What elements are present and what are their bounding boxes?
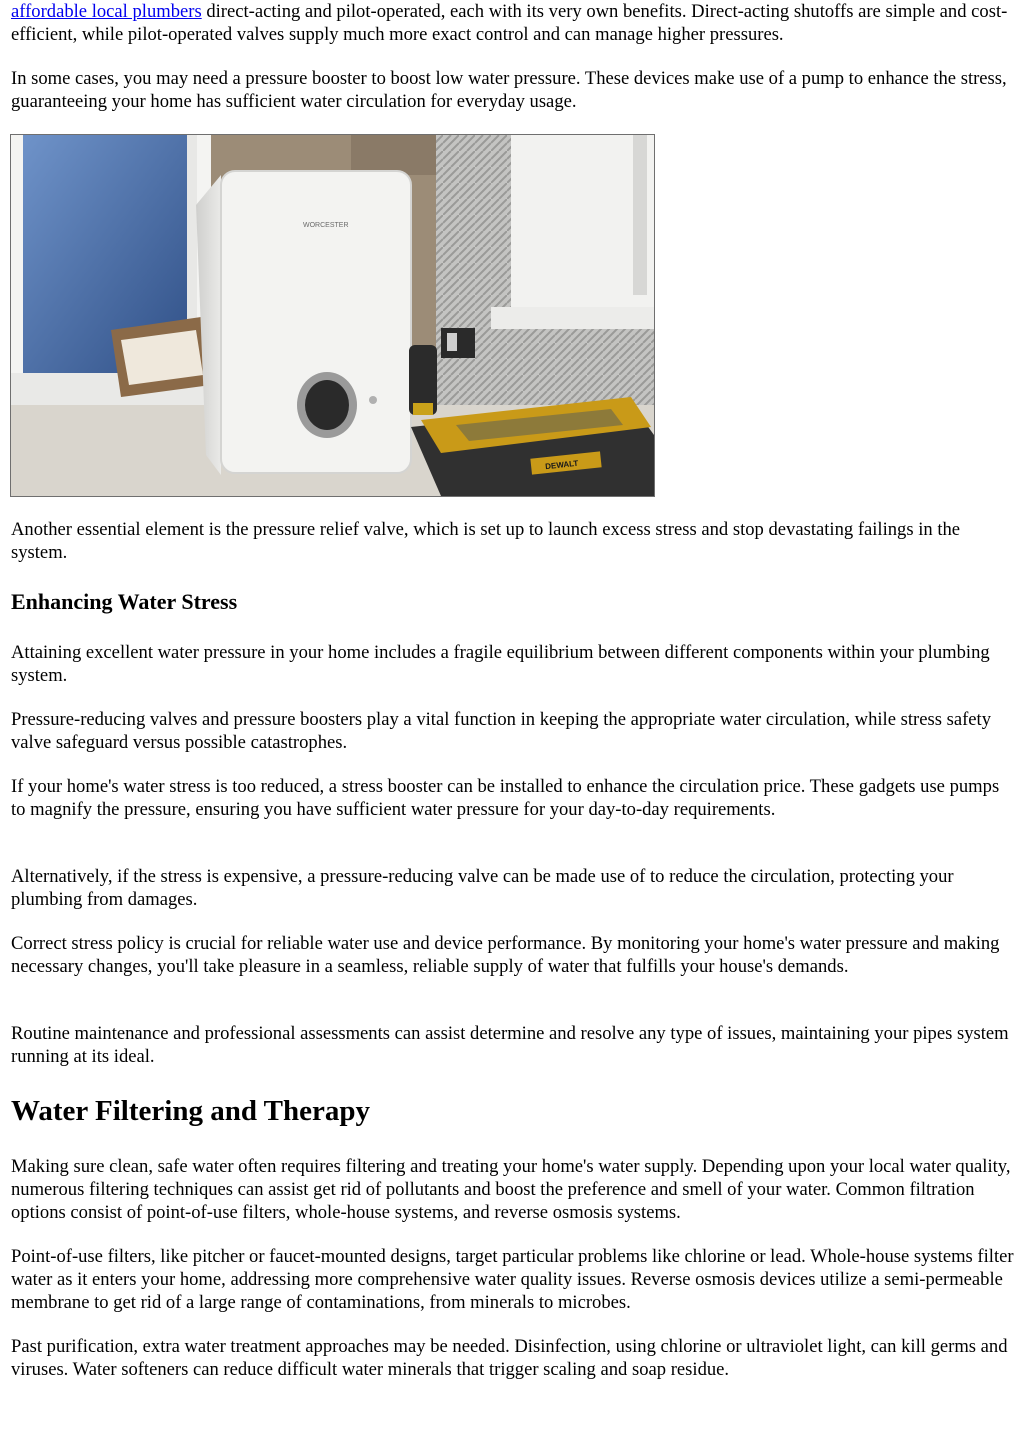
section1-paragraph: Alternatively, if the stress is expensive, a pressure-reducing valve can be made use of to reduce the circulation, protecting your plumbing from damages. — [11, 866, 954, 911]
wall-cabinet — [511, 135, 654, 315]
boiler-brand-label: WORCESTER — [303, 222, 349, 229]
water-filtering-heading: Water Filtering and Therapy — [11, 1095, 371, 1127]
cabinet-shelf — [491, 307, 654, 329]
enhancing-water-stress-heading: Enhancing Water Stress — [11, 589, 238, 614]
power-socket-icon — [441, 328, 475, 358]
intro-paragraph-1 — [11, 0, 1017, 46]
section2-paragraph: Point-of-use filters, like pitcher or faucet-mounted designs, target particular problems like chlorine or lead. Whole-house systems filter water as it enters your home, addressing more comprehensive water quality issues. Reverse osmosis devices utilize a semi-permeable membrane to get rid of a large range of contaminations, from minerals to microbes. — [11, 1246, 1014, 1314]
relief-valve-paragraph: Another essential element is the pressure relief valve, which is set up to launch excess stress and stop devastating failings in the system. — [11, 519, 961, 564]
affordable-plumbers-link[interactable]: affordable local plumbers — [11, 1, 202, 22]
intro-paragraph-1-text: direct-acting and pilot-operated, each with its very own benefits. Direct-acting shutoffs are simple and cost-efficient, while pilot-operated valves supply much more exact control and can manage higher pressures. — [11, 1, 1008, 46]
boiler-photo — [10, 134, 655, 497]
intro-paragraph-2: In some cases, you may need a pressure booster to boost low water pressure. These devices make use of a pump to enhance the stress, guaranteeing your home has sufficient water circulation for everyday usage. — [11, 68, 1007, 113]
boiler-button-icon — [369, 396, 377, 404]
toolbox-brand-label: DEWALT — [544, 458, 579, 472]
section2-paragraph: Past purification, extra water treatment approaches may be needed. Disinfection, using chlorine or ultraviolet light, can kill germs and viruses. Water softeners can reduce difficult water minerals that trigger scaling and soap residue. — [11, 1336, 1008, 1381]
section1-paragraph: Correct stress policy is crucial for reliable water use and device performance. By monitoring your home's water pressure and making necessary changes, you'll take pleasure in a seamless, reliable supply of water that fulfills your house's demands. — [11, 933, 1000, 978]
section1-paragraph: Pressure-reducing valves and pressure boosters play a vital function in keeping the appropriate water circulation, while stress safety valve safeguard versus possible catastrophes. — [11, 709, 991, 754]
section1-paragraph: If your home's water stress is too reduced, a stress booster can be installed to enhance the circulation price. These gadgets use pumps to magnify the pressure, ensuring you have sufficient water pressure for your day-to-day requirements. — [11, 776, 1000, 821]
boiler-photo-illustration — [11, 135, 654, 496]
section1-paragraph: Routine maintenance and professional assessments can assist determine and resolve any type of issues, maintaining your pipes system running at its ideal. — [11, 1023, 1009, 1068]
section1-paragraph: Attaining excellent water pressure in your home includes a fragile equilibrium between different components within your plumbing system. — [11, 642, 990, 687]
section2-paragraph: Making sure clean, safe water often requires filtering and treating your home's water supply. Depending upon your local water quality, numerous filtering techniques can assist get rid of pollutants and boost the preference and smell of your water. Common filtration options consist of point-of-use filters, whole-house systems, and reverse osmosis systems. — [11, 1156, 1011, 1224]
